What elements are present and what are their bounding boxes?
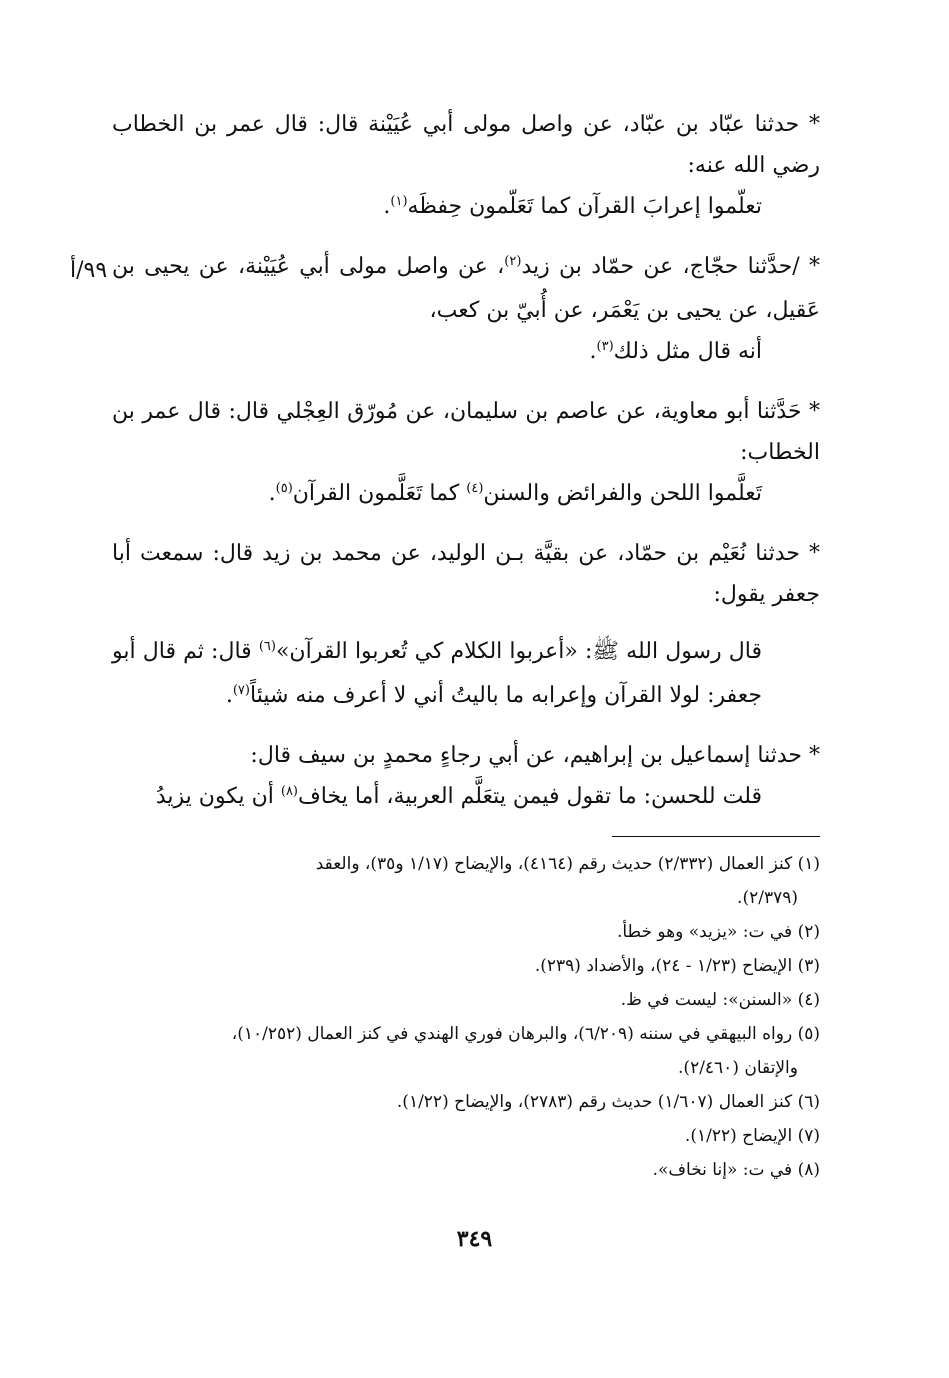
paragraph-text: * /حدَّثنا حجّاج، عن حمّاد بن زيد [521,254,820,279]
manuscript-folio-mark: ٩٩/أ [70,258,108,283]
paragraph-text: * حدثنا نُعَيْم بن حمّاد، عن بقيَّة بـن الوليد، عن محمد بن زيد قال: سمعت أبا جعفر يقول: [112,541,820,607]
paragraph-4 [112,331,820,375]
footnote-2 [112,915,820,949]
paragraph-7 [112,533,820,615]
paragraph-tail: . [225,683,233,708]
paragraph-text: قال رسول الله ﷺ: «أعربوا الكلام كي تُعربوا القرآن» [275,639,762,664]
footnote-ref: (٢) [504,254,522,269]
footnote-ref: (٣) [596,339,614,354]
footnote-text: (١) كنز العمال (٢/٣٣٢) حديث رقم (٤١٦٤)، والإيضاح (١/١٧ و٣٥)، والعقد [315,854,820,874]
footnote-continuation: (٢/٣٧٩). [737,888,798,908]
paragraph-tail: كما تَعَلَّمون القرآن [292,481,467,506]
footnote-text: (٧) الإيضاح (١/٢٢). [684,1126,820,1146]
footnote-ref: (٧) [232,683,250,698]
paragraph-8 [112,631,820,719]
paragraph-text: تعلّموا إعرابَ القرآن كما تَعَلّمون حِفظَه [407,194,762,219]
paragraph-tail: قال: ثم قال أبو جعفر: لولا القرآن وإعرابه ما باليتُ أني لا أعرف منه شيئاً [112,639,762,708]
footnote-4 [112,983,820,1017]
paragraph-6 [112,473,820,517]
footnote-ref: (٨) [280,784,298,799]
paragraph-2 [112,186,820,230]
footnote-ref: (٦) [258,639,276,654]
footnote-1 [112,847,820,915]
paragraph-tail: . [383,194,391,219]
footnote-text: (٥) رواه البيهقي في سننه (٦/٢٠٩)، والبرهان فوري الهندي في كنز العمال (١٠/٢٥٢)، [231,1024,820,1044]
footnote-text: (٨) في ت: «إنا نخاف». [652,1160,820,1180]
footnote-7 [112,1119,820,1153]
paragraph-1 [112,104,820,186]
paragraph-tail: . [589,339,597,364]
paragraph-tail: ، عن واصل مولى أبي عُيَيْنة، عن يحيى بن عَقيل، عن يحيى بن يَعْمَر، عن أُبيّ بن كعب، [112,254,820,323]
paragraph-tail: أن يكون يزيدُ [155,784,281,809]
paragraph-10 [112,776,820,820]
footnote-ref: (٥) [275,481,293,496]
paragraph-5 [112,391,820,473]
footnote-text: (٦) كنز العمال (١/٦٠٧) حديث رقم (٢٧٨٣)، والإيضاح (١/٢٢). [396,1092,820,1112]
paragraph-text: تَعلَّموا اللحن والفرائض والسنن [483,481,762,506]
paragraph-text: أنه قال مثل ذلك [613,339,762,364]
paragraph-tail: . [268,481,276,506]
footnote-text: (٢) في ت: «يزيد» وهو خطأ. [616,922,820,942]
footnote-6 [112,1085,820,1119]
paragraph-9 [112,735,820,776]
footnote-text: (٤) «السنن»: ليست في ظ. [620,990,820,1010]
page-number: ٣٤٩ [456,1226,493,1252]
footnote-continuation: والإتقان (٢/٤٦٠). [678,1058,798,1078]
paragraph-text: * حَدَّثنا أبو معاوية، عن عاصم بن سليمان، عن مُورّق العِجْلي قال: قال عمر بن الخطاب: [112,399,820,465]
paragraph-text: * حدثنا عبّاد بن عبّاد، عن واصل مولى أبي عُيَيْنة قال: قال عمر بن الخطاب رضي الله عنه: [112,112,820,178]
paragraph-3 [112,246,820,331]
footnote-ref: (١) [390,194,408,209]
main-text [112,104,820,820]
paragraph-text: * حدثنا إسماعيل بن إبراهيم، عن أبي رجاءٍ محمدٍ بن سيف قال: [250,743,820,768]
footnote-3 [112,949,820,983]
footnote-5 [112,1017,820,1085]
footnote-divider [612,836,820,837]
footnotes [112,847,820,1187]
paragraph-text: قلت للحسن: ما تقول فيمن يتعَلَّم العربية، أما يخاف [298,784,762,809]
footnote-text: (٣) الإيضاح (١/٢٣ - ٢٤)، والأضداد (٢٣٩). [534,956,820,976]
footnote-ref: (٤) [466,481,484,496]
footnote-8 [112,1153,820,1187]
